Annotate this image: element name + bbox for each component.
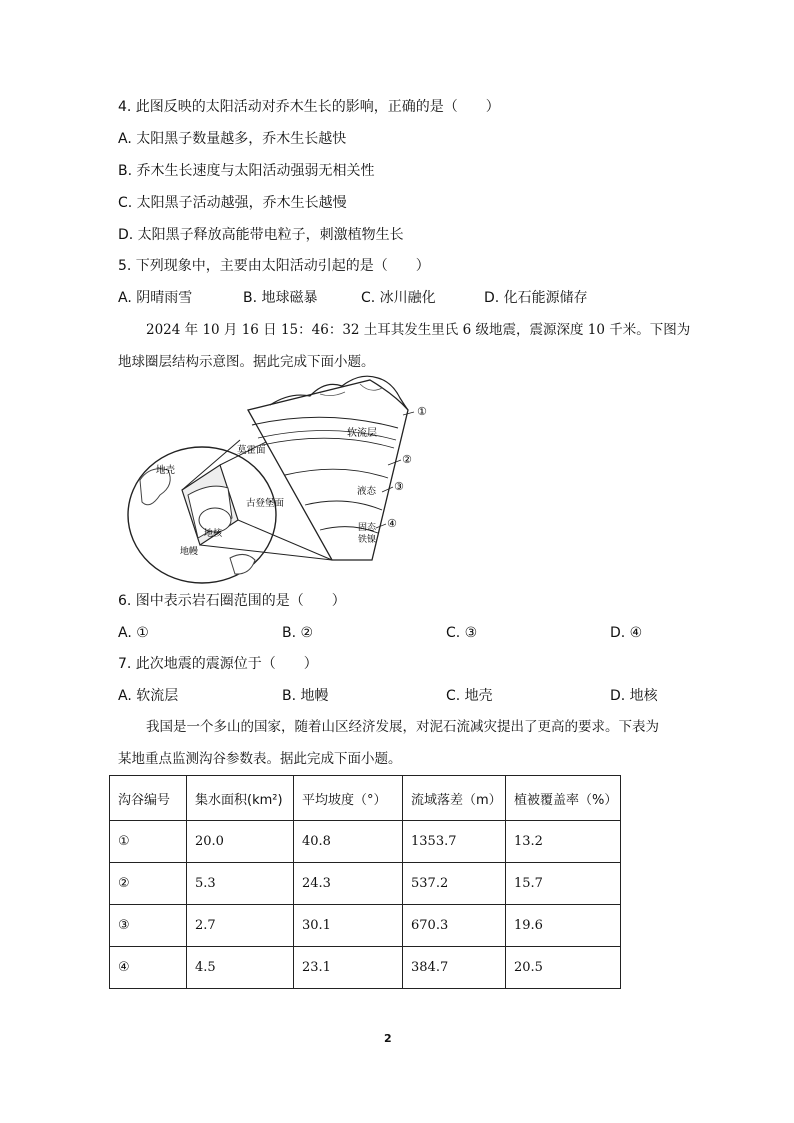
q7-stem: 7. 此次地震的震源位于（ ） — [118, 656, 318, 672]
table-header-cell: 流域落差（m） — [403, 776, 506, 821]
table-cell: 24.3 — [294, 863, 403, 905]
q5-stem: 5. 下列现象中，主要由太阳活动引起的是（ ） — [118, 258, 430, 274]
gully-parameters-table — [109, 775, 621, 989]
intro1-line2: 地球圈层结构示意图。据此完成下面小题。 — [118, 354, 375, 370]
table-header-cell: 集水面积(km²) — [187, 776, 294, 821]
marker-2: ② — [402, 453, 412, 466]
table-header-cell: 沟谷编号 — [110, 776, 187, 821]
table-row — [110, 863, 621, 905]
table-header-cell: 平均坡度（°） — [294, 776, 403, 821]
table-cell: ① — [110, 821, 187, 863]
q6-option-a: A. ① — [118, 625, 149, 641]
table-cell: ③ — [110, 905, 187, 947]
label-crust: 地壳 — [156, 465, 176, 476]
page-number: 2 — [384, 1032, 392, 1045]
q4-option-c: C. 太阳黑子活动越强，乔木生长越慢 — [118, 195, 347, 211]
label-solid: 固态 — [358, 523, 377, 533]
table-cell: 20.5 — [506, 947, 621, 989]
table-cell: 13.2 — [506, 821, 621, 863]
table-cell: 20.0 — [187, 821, 294, 863]
table-cell: 30.1 — [294, 905, 403, 947]
q5-option-b: B. 地球磁暴 — [243, 290, 318, 306]
table-cell: 670.3 — [403, 905, 506, 947]
table-cell: 4.5 — [187, 947, 294, 989]
q5-option-d: D. 化石能源储存 — [484, 290, 588, 306]
intro2-line1: 我国是一个多山的国家，随着山区经济发展，对泥石流减灾提出了更高的要求。下表为 — [146, 719, 659, 735]
table-cell: 19.6 — [506, 905, 621, 947]
marker-1: ① — [417, 405, 427, 418]
label-mantle: 地幔 — [180, 547, 199, 557]
table-cell: 1353.7 — [403, 821, 506, 863]
table-row — [110, 821, 621, 863]
q6-option-d: D. ④ — [610, 625, 643, 641]
q4-option-a: A. 太阳黑子数量越多，乔木生长越快 — [118, 131, 347, 147]
q7-option-d: D. 地核 — [610, 688, 658, 704]
table-cell: 23.1 — [294, 947, 403, 989]
q7-option-a: A. 软流层 — [118, 688, 179, 704]
label-asthenosphere: 软流层 — [347, 428, 377, 439]
table-cell: 5.3 — [187, 863, 294, 905]
table-row — [110, 905, 621, 947]
table-cell: ② — [110, 863, 187, 905]
label-gutenberg: 古登堡面 — [246, 498, 285, 509]
table-cell: 15.7 — [506, 863, 621, 905]
label-iron-nickel: 铁镍 — [358, 535, 377, 545]
q6-option-c: C. ③ — [446, 625, 478, 641]
label-core: 地核 — [204, 529, 223, 539]
table-cell: 384.7 — [403, 947, 506, 989]
intro1-line1: 2024 年 10 月 16 日 15：46：32 土耳其发生里氏 6 级地震，震源深度 10 千米。下图为 — [146, 322, 691, 338]
q5-option-c: C. 冰川融化 — [361, 290, 436, 306]
q7-option-c: C. 地壳 — [446, 688, 493, 704]
marker-4: ④ — [387, 517, 397, 530]
table-cell: 2.7 — [187, 905, 294, 947]
label-liquid: 液态 — [357, 486, 377, 497]
table-cell: 537.2 — [403, 863, 506, 905]
q7-option-b: B. 地幔 — [282, 688, 329, 704]
table-header-row — [110, 776, 621, 821]
q6-option-b: B. ② — [282, 625, 314, 641]
q4-stem: 4. 此图反映的太阳活动对乔木生长的影响，正确的是（ ） — [118, 99, 500, 115]
table-row — [110, 947, 621, 989]
q5-option-a: A. 阴晴雨雪 — [118, 290, 193, 306]
q4-option-d: D. 太阳黑子释放高能带电粒子，刺激植物生长 — [118, 227, 404, 243]
earth-layers-diagram — [120, 370, 430, 585]
table-cell: ④ — [110, 947, 187, 989]
table-header-cell: 植被覆盖率（%） — [506, 776, 621, 821]
table-cell: 40.8 — [294, 821, 403, 863]
q4-option-b: B. 乔木生长速度与太阳活动强弱无相关性 — [118, 163, 375, 179]
intro2-line2: 某地重点监测沟谷参数表。据此完成下面小题。 — [118, 751, 402, 767]
q6-stem: 6. 图中表示岩石圈范围的是（ ） — [118, 593, 346, 609]
label-moho: 莫霍面 — [237, 445, 266, 456]
marker-3: ③ — [394, 480, 404, 493]
